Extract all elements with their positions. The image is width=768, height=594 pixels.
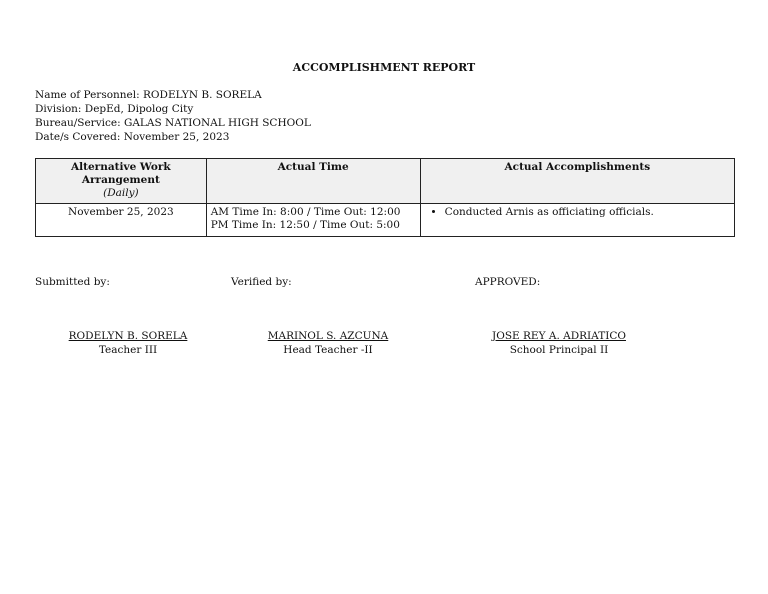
table-row (36, 204, 735, 237)
header-daily-label: (Daily) (103, 187, 139, 199)
personnel-info (35, 88, 311, 144)
am-time: AM Time In: 8:00 / Time Out: 12:00 (210, 206, 401, 218)
row-date: November 25, 2023 (36, 204, 207, 237)
report-title: ACCOMPLISHMENT REPORT (292, 61, 476, 74)
pm-time: PM Time In: 12:50 / Time Out: 5:00 (210, 219, 400, 231)
approved-label: APPROVED: (475, 276, 541, 288)
header-work-arrangement-label: Alternative Work Arrangement (71, 161, 171, 186)
bureau-line: Bureau/Service: GALAS NATIONAL HIGH SCHOOL (35, 117, 311, 129)
list-item: • Conducted Arnis as officiating officials. (445, 206, 730, 219)
row-time (206, 204, 420, 237)
signatory-approved (476, 329, 642, 357)
submitted-name: RODELYN B. SORELA (68, 330, 188, 342)
approved-position: School Principal II (509, 344, 609, 356)
personnel-name-line: Name of Personnel: RODELYN B. SORELA (35, 89, 262, 101)
header-work-arrangement (36, 159, 207, 204)
dates-covered-line: Date/s Covered: November 25, 2023 (35, 131, 230, 143)
header-actual-time: Actual Time (206, 159, 420, 204)
verified-position: Head Teacher -II (283, 344, 373, 356)
signatory-verified (253, 329, 403, 357)
submitted-by-label: Submitted by: (35, 276, 110, 288)
signatory-submitted (58, 329, 198, 357)
accomplishment-list (425, 206, 730, 219)
submitted-position: Teacher III (98, 344, 158, 356)
verified-name: MARINOL S. AZCUNA (267, 330, 389, 342)
row-accomplishments (420, 204, 734, 237)
table-header-row (36, 159, 735, 204)
approved-name: JOSE REY A. ADRIATICO (492, 330, 626, 342)
accomplishment-table (35, 158, 735, 237)
division-line: Division: DepEd, Dipolog City (35, 103, 194, 115)
header-actual-accomplishments: Actual Accomplishments (420, 159, 734, 204)
verified-by-label: Verified by: (231, 276, 292, 288)
